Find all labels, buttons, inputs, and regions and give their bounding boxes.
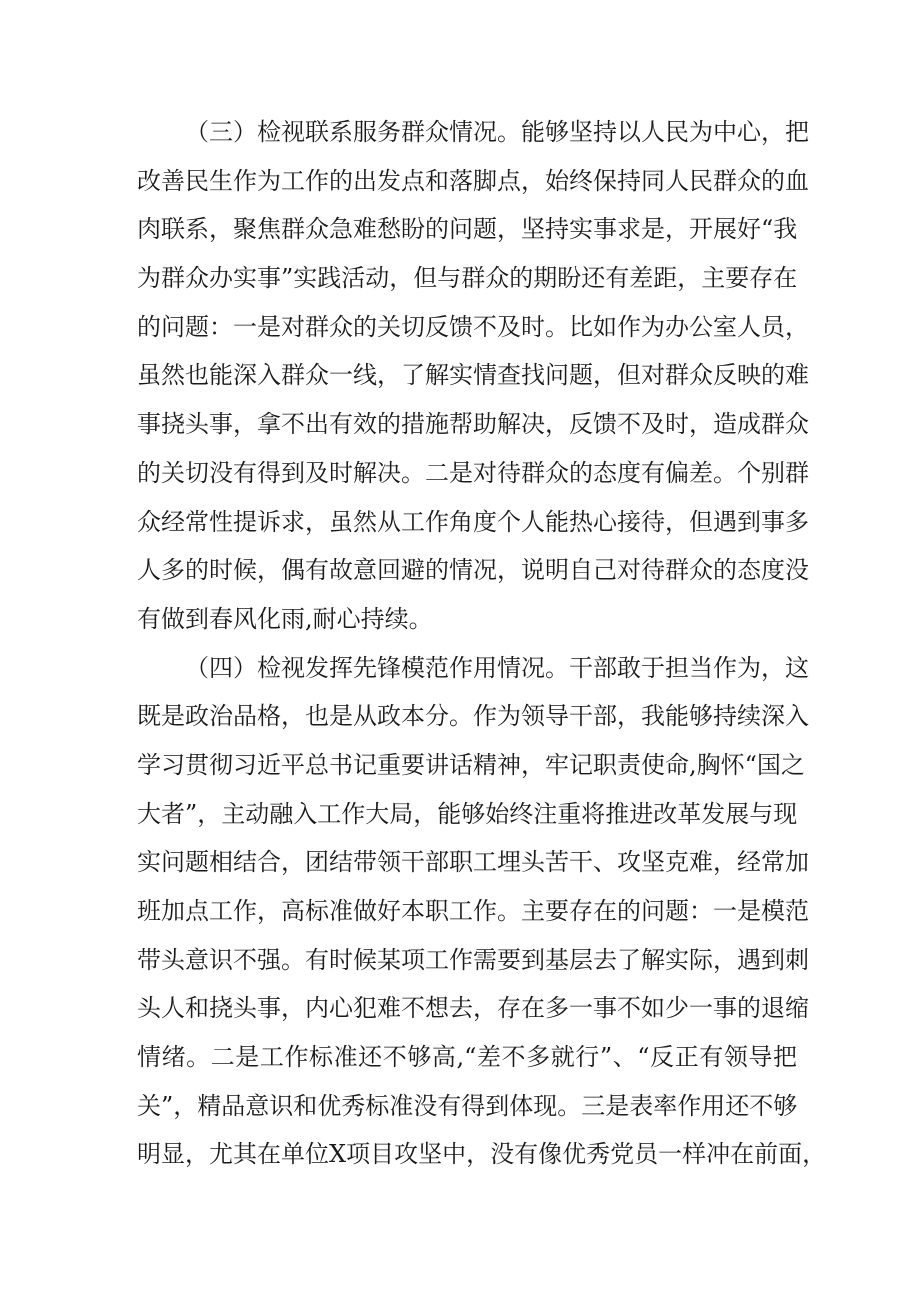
text-line: 有做到春风化雨,耐心持续。 — [137, 604, 433, 633]
text-line: 肉联系，聚焦群众急难愁盼的问题，坚持实事求是，开展好“我 — [137, 215, 798, 244]
text-line: 大者”，主动融入工作大局，能够始终注重将推进改革发展与现 — [137, 799, 798, 828]
text-line: 改善民生作为工作的出发点和落脚点，始终保持同人民群众的血 — [137, 166, 809, 195]
text-line: 带头意识不强。有时候某项工作需要到基层去了解实际，遇到刺 — [137, 945, 809, 974]
text-line: 明显，尤其在单位X项目攻坚中，没有像优秀党员一样冲在前面， — [137, 1140, 827, 1169]
paragraph-section-three — [137, 108, 809, 644]
text-line: 班加点工作，高标准做好本职工作。主要存在的问题：一是模范 — [137, 897, 809, 925]
text-line: 的问题：一是对群众的关切反馈不及时。比如作为办公室人员， — [137, 312, 809, 341]
text-line: 关”，精品意识和优秀标准没有得到体现。三是表率作用还不够 — [137, 1091, 798, 1120]
text-line: 众经常性提诉求，虽然从工作角度个人能热心接待，但遇到事多 — [137, 507, 809, 536]
document-body — [137, 108, 827, 1179]
text-line: 情绪。二是工作标准还不够高,“差不多就行”、“反正有领导把 — [137, 1043, 797, 1072]
text-line: 的关切没有得到及时解决。二是对待群众的态度有偏差。个别群 — [137, 458, 809, 487]
text-line: 为群众办实事”实践活动，但与群众的期盼还有差距，主要存在 — [137, 264, 798, 293]
text-line: 既是政治品格，也是从政本分。作为领导干部，我能够持续深入 — [137, 702, 809, 731]
text-line: 事挠头事，拿不出有效的措施帮助解决，反馈不及时，造成群众 — [137, 410, 809, 439]
text-line: 学习贯彻习近平总书记重要讲话精神，牢记职责使命,胸怀“国之 — [137, 750, 805, 779]
text-line: 头人和挠头事，内心犯难不想去，存在多一事不如少一事的退缩 — [137, 994, 809, 1023]
text-line: （三）检视联系服务群众情况。能够坚持以人民为中心，把 — [185, 118, 809, 146]
text-line: （四）检视发挥先锋模范作用情况。干部敢于担当作为，这 — [185, 653, 809, 682]
text-line: 虽然也能深入群众一线，了解实情查找问题，但对群众反映的难 — [137, 361, 809, 390]
text-line: 实问题相结合，团结带领干部职工埋头苦干、攻坚克难，经常加 — [137, 848, 809, 877]
paragraph-section-four — [137, 644, 827, 1180]
text-line: 人多的时候，偶有故意回避的情况，说明自己对待群众的态度没 — [137, 556, 809, 585]
